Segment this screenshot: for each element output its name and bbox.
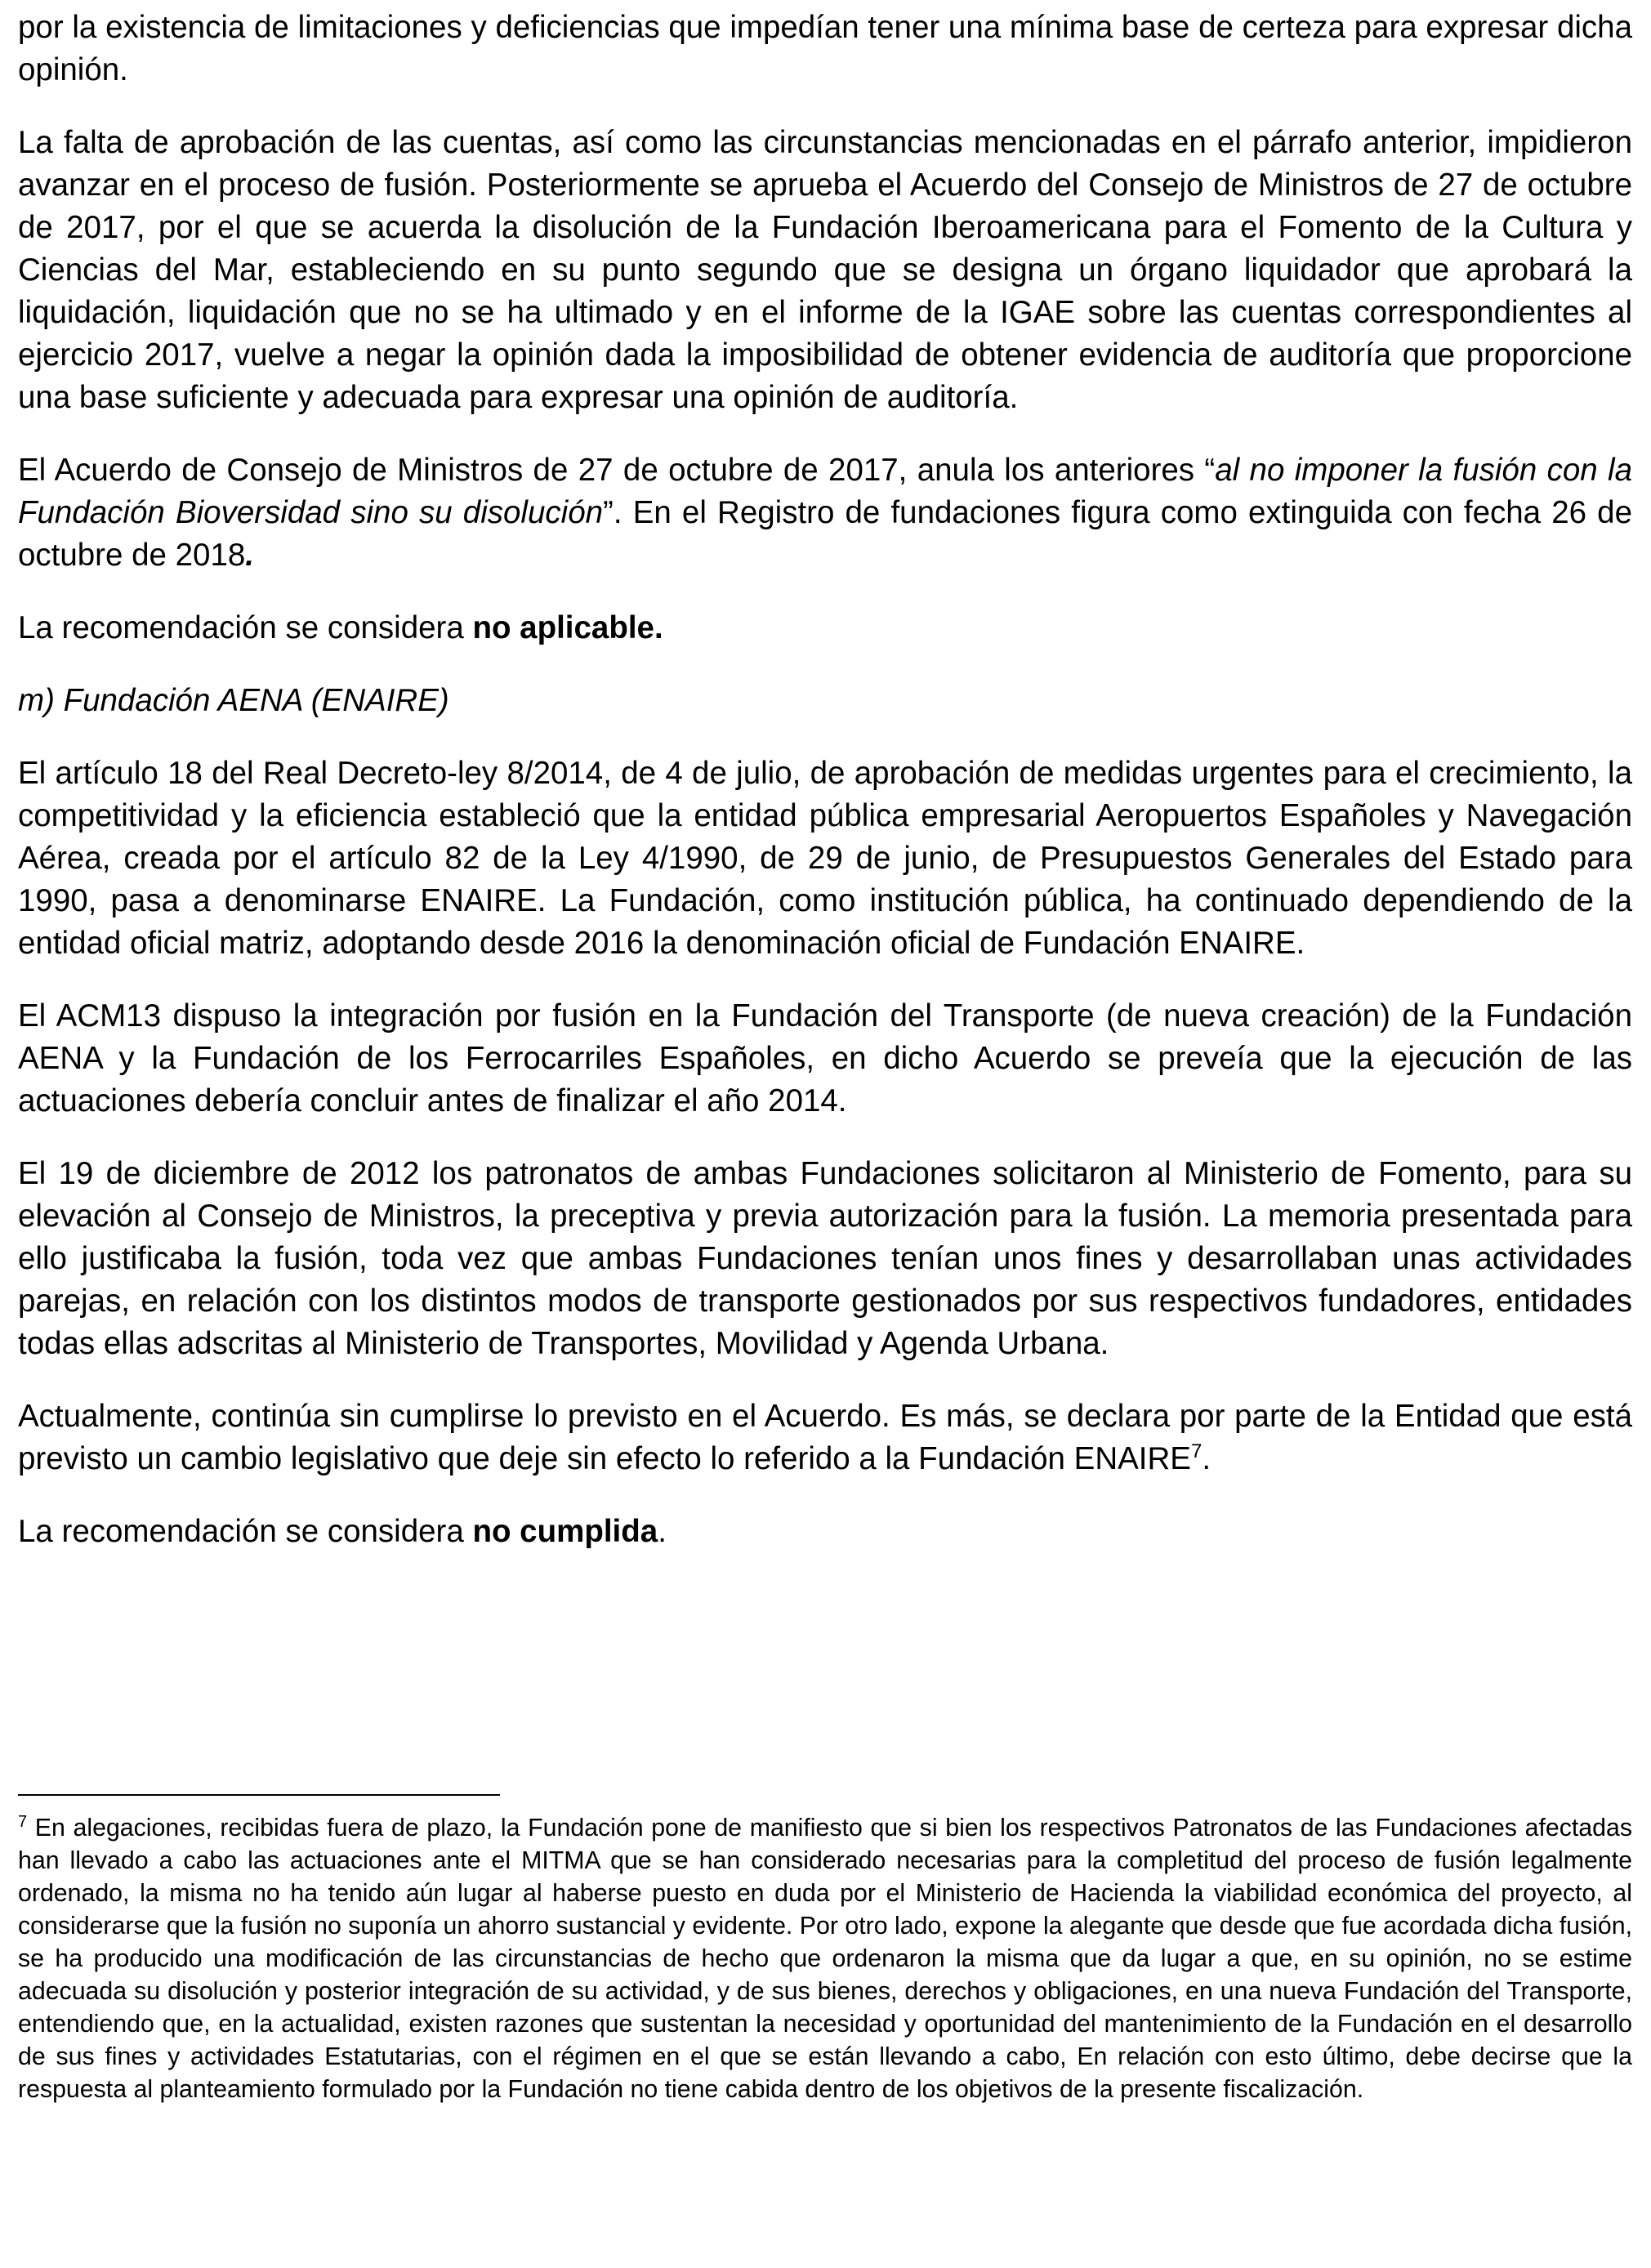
footnote-text: En alegaciones, recibidas fuera de plazo, la Fundación pone de manifiesto que si bien los respectivos Patronatos de las Fundaciones afectadas han llevado a cabo las actuaciones ante el MITMA que se han considerado necesarias para la completitud del proceso de fusión legalmente ordenado, la misma no ha tenido aún lugar al haberse puesto en duda por el Ministerio de Hacienda la viabilidad económica del proyecto, al considerarse que la fusión no suponía un ahorro sustancial y evidente. Por otro lado, expone la alegante que desde que fue acordada dicha fusión, se ha producido una modificación de las circunstancias de hecho que ordenaron la misma que da lugar a que, en su opinión, no se estime adecuada su disolución y posterior integración de su actividad, y de sus bienes, derechos y obligaciones, en una nueva Fundación del Transporte, entendiendo que, en la actualidad, existen razones que sustentan la necesidad y oportunidad del mantenimiento de la Fundación en el desarrollo de sus fines y actividades Estatutarias, con el régimen en el que se están llevando a cabo, En relación con esto último, debe decirse que la respuesta al planteamiento formulado por la Fundación no tiene cabida dentro de los objetivos de la presente fiscalización. (18, 1815, 1632, 2103)
body-text (18, 7, 1632, 1553)
paragraph-9 (18, 1511, 1632, 1553)
footnote-reference[interactable]: 7 (1191, 1440, 1203, 1463)
paragraph-8-end: . (1202, 1441, 1211, 1476)
paragraph-3-end: ”. En el Registro de fundaciones figura como extinguida con fecha 26 de octubre de 2018 (18, 495, 1632, 573)
footnote-7 (18, 1812, 1632, 2106)
footnote-divider (18, 1794, 500, 1796)
paragraph-9-end: . (658, 1514, 667, 1549)
document-page (18, 0, 1632, 2103)
paragraph-3-quote: al no imponer la fusión con la Fundación Bioversidad sino su disolución (18, 453, 1632, 530)
paragraph-4 (18, 607, 1632, 650)
paragraph-3 (18, 449, 1632, 577)
paragraph-2: La falta de aprobación de las cuentas, así como las circunstancias mencionadas en el párrafo anterior, impidieron avanzar en el proceso de fusión. Posteriormente se aprueba el Acuerdo del Consejo de Ministros de 27 de octubre de 2017, por el que se acuerda la disolución de la Fundación Iberoamericana para el Fomento de la Cultura y Ciencias del Mar, estableciendo en su punto segundo que se designa un órgano liquidador que aprobará la liquidación, liquidación que no se ha ultimado y en el informe de la IGAE sobre las cuentas correspondientes al ejercicio 2017, vuelve a negar la opinión dada la imposibilidad de obtener evidencia de auditoría que proporcione una base suficiente y adecuada para expresar una opinión de auditoría. (18, 125, 1632, 415)
paragraph-4-start: La recomendación se considera (18, 610, 473, 645)
paragraph-6: El ACM13 dispuso la integración por fusión en la Fundación del Transporte (de nueva creación) de la Fundación AENA y la Fundación de los Ferrocarriles Españoles, en dicho Acuerdo se preveía que la ejecución de las actuaciones debería concluir antes de finalizar el año 2014. (18, 998, 1632, 1118)
paragraph-8 (18, 1395, 1632, 1480)
paragraph-8-start: Actualmente, continúa sin cumplirse lo previsto en el Acuerdo. Es más, se declara por parte de la Entidad que está previsto un cambio legislativo que deje sin efecto lo referido a la Fundación ENAIRE (18, 1399, 1632, 1476)
paragraph-9-verdict: no cumplida (472, 1514, 658, 1549)
section-heading-m: m) Fundación AENA (ENAIRE) (18, 683, 449, 718)
paragraph-7: El 19 de diciembre de 2012 los patronatos de ambas Fundaciones solicitaron al Ministerio de Fomento, para su elevación al Consejo de Ministros, la preceptiva y previa autorización para la fusión. La memoria presentada para ello justificaba la fusión, toda vez que ambas Fundaciones tenían unos fines y desarrollaban unas actividades parejas, en relación con los distintos modos de transporte gestionados por sus respectivos fundadores, entidades todas ellas adscritas al Ministerio de Transportes, Movilidad y Agenda Urbana. (18, 1156, 1632, 1361)
footnote-mark: 7 (18, 1812, 28, 1831)
paragraph-5: El artículo 18 del Real Decreto-ley 8/2014, de 4 de julio, de aprobación de medidas urgentes para el crecimiento, la competitividad y la eficiencia estableció que la entidad pública empresarial Aeropuertos Españoles y Navegación Aérea, creada por el artículo 82 de la Ley 4/1990, de 29 de junio, de Presupuestos Generales del Estado para 1990, pasa a denominarse ENAIRE. La Fundación, como institución pública, ha continuado dependiendo de la entidad oficial matriz, adoptando desde 2016 la denominación oficial de Fundación ENAIRE. (18, 756, 1632, 961)
paragraph-4-verdict: no aplicable. (472, 610, 663, 645)
paragraph-3-start: El Acuerdo de Consejo de Ministros de 27 de octubre de 2017, anula los anteriores “ (18, 453, 1216, 488)
paragraph-1: por la existencia de limitaciones y deficiencias que impedían tener una mínima base de certeza para expresar dicha opinión. (18, 10, 1632, 87)
paragraph-9-start: La recomendación se considera (18, 1514, 473, 1549)
paragraph-3-period: . (245, 538, 254, 573)
